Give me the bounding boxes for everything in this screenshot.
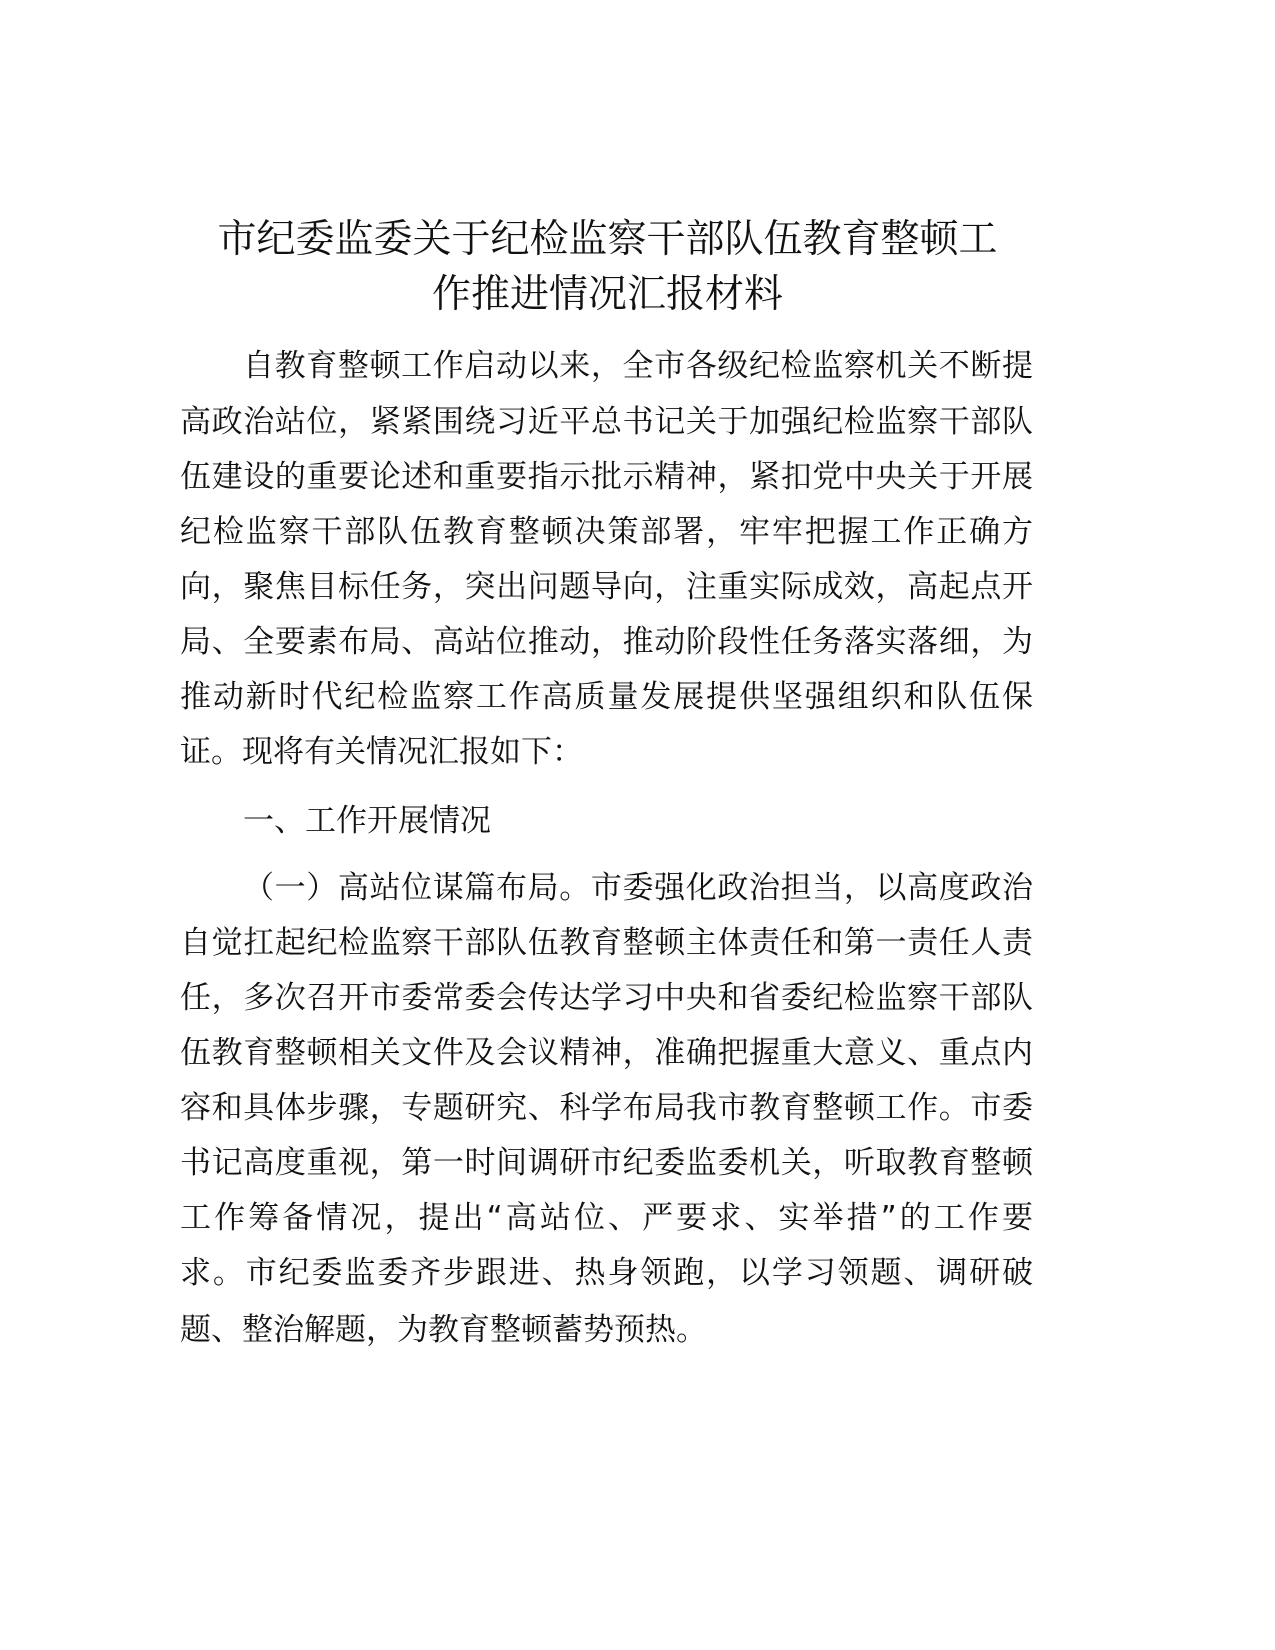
text-line: 局、全要素布局、高站位推动，推动阶段性任务落实落细，为: [180, 624, 1033, 660]
text-line: 伍建设的重要论述和重要指示批示精神，紧扣党中央关于开展: [180, 459, 1033, 495]
text-line: 容和具体步骤，专题研究、科学布局我市教育整顿工作。市委: [180, 1090, 1033, 1126]
text-line: 证。现将有关情况汇报如下：: [180, 734, 583, 770]
section-heading: 一、工作开展情况: [243, 803, 491, 839]
text-line: 工作筹备情况，提出“高站位、严要求、实举措”的工作要: [180, 1200, 1033, 1236]
document-title-line-2: 作推进情况汇报材料: [431, 272, 783, 317]
text-line: 题、整治解题，为教育整顿蓄势预热。: [180, 1312, 707, 1348]
document-title-line-1: 市纪委监委关于纪检监察干部队伍教育整顿工: [217, 217, 998, 262]
text-line: 书记高度重视，第一时间调研市纪委监委机关，听取教育整顿: [180, 1145, 1033, 1181]
text-line: 向，聚焦目标任务，突出问题导向，注重实际成效，高起点开: [180, 569, 1033, 605]
text-line: （一）高站位谋篇布局。市委强化政治担当，以高度政治: [243, 870, 1033, 906]
text-line: 推动新时代纪检监察工作高质量发展提供坚强组织和队伍保: [180, 679, 1033, 715]
text-line: 自教育整顿工作启动以来，全市各级纪检监察机关不断提: [243, 348, 1033, 384]
text-line: 自觉扛起纪检监察干部队伍教育整顿主体责任和第一责任人责: [180, 925, 1033, 961]
text-line: 伍教育整顿相关文件及会议精神，准确把握重大意义、重点内: [180, 1035, 1033, 1071]
text-line: 求。市纪委监委齐步跟进、热身领跑，以学习领题、调研破: [180, 1255, 1033, 1291]
text-line: 任，多次召开市委常委会传达学习中央和省委纪检监察干部队: [180, 980, 1033, 1016]
text-line: 纪检监察干部队伍教育整顿决策部署，牢牢把握工作正确方: [180, 514, 1033, 550]
text-line: 高政治站位，紧紧围绕习近平总书记关于加强纪检监察干部队: [180, 404, 1033, 440]
